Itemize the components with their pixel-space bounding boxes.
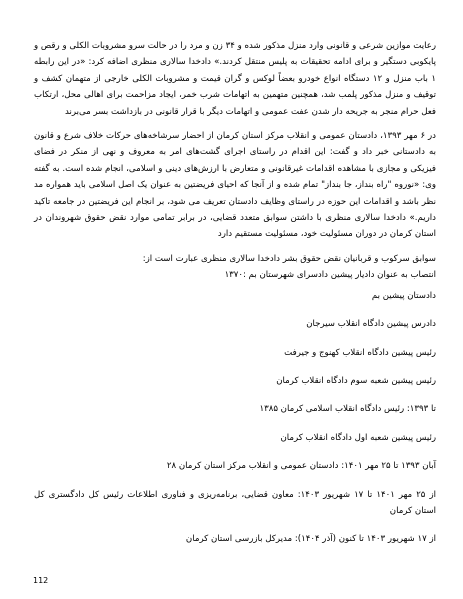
- career-intro-heading: سوابق سرکوب و قربانیان نقض حقوق بشر دادخدا سالاری منظری عبارت است از:: [142, 253, 436, 264]
- career-item: دادستان پیشین بم: [371, 290, 436, 301]
- career-item: رئیس پیشین شعبه سوم دادگاه انقلاب کرمان: [276, 375, 436, 386]
- paragraph-spacer: [34, 120, 436, 128]
- career-item: تا ۱۳۹۳: رئیس دادگاه انقلاب اسلامی کرمان ۱۳۸۵: [259, 404, 436, 415]
- career-item: رئیس پیشین شعبه اول دادگاه انقلاب کرمان: [280, 432, 436, 443]
- page-number: 112: [33, 576, 49, 585]
- paragraph-spacer: [34, 243, 436, 251]
- career-list: [34, 288, 436, 548]
- document-body: [34, 38, 436, 560]
- career-item: آبان ۱۳۹۳ تا ۲۵ مهر ۱۴۰۱: دادستان عمومی و انقلاب مرکز استان کرمان ۲۸: [166, 461, 436, 472]
- paragraph-arrest-report: رعایت موازین شرعی و قانونی وارد منزل مذکور شده و ۳۴ زن و مرد را در حالت سرو مشروبات الکلی و رقص و پایکوبی دستگیر و برای ادامه تحقیقات به پلیس منتقل کردند.» دادخدا سالاری منظری اضافه کرد: «در این رابطه ۱ باب منزل و ۱۲ دستگاه انواع خودرو بعضاً لوکس و گران قیمت و مشروبات الکلی خارجی از متهمان کشف و توقیف و منزل مذکور پلمب شد، همچنین متهمین به اتهامات شرب خمر، ایجاد مزاحمت برای اهالی محل، ارتکاب فعل حرام منجر به جریحه دار شدن عفت عمومی و اتهامات دیگر با قرار قانونی در بازداشت بسر می‌برند: [34, 41, 437, 117]
- career-item: از ۲۵ مهر ۱۴۰۱ تا ۱۷ شهریور ۱۴۰۳: معاون قضایی، برنامه‌ریزی و فناوری اطلاعات رئیس کل دادگستری کل استان کرمان: [34, 489, 436, 516]
- career-item: از ۱۷ شهریور ۱۴۰۳ تا کنون (آذر ۱۴۰۴): مدیرکل بازرسی استان کرمان: [185, 534, 436, 545]
- paragraph-prosecutor-statement: در ۶ مهر ۱۳۹۳، دادستان عمومی و انقلاب مرکز استان کرمان از احضار سرشاخه‌های حرکات خلاف شرع و قانون به دادستانی خبر داد و گفت: این اقدام در راستای اجرای گشت‌های امر به معروف و نهی از منکر در فضای فیزیکی و مجازی با مشاهده اقدامات غیرقانونی و متعارض با ارزش‌های دینی و اسلامی، انجام شده است. به گفته وی: «نوروه "راه بنداز، جا بنداز" تمام شده و از آنجا که احیای فریضتین به عنوان یک اصل اسلامی باید همواره مد نظر باشد و اقدامات این حوزه در راستای وظایف دادستان تعریف می شود، بر انجام این فریضتین در جامعه تاکید داریم.» دادخدا سالاری منظری با داشتن سوابق متعدد قضایی، در برابر تمامی موارد نقض حقوق شهروندان در استان کرمان در دوران مسئولیت خود، مسئولیت مستقیم دارد: [34, 131, 436, 240]
- career-intro-appointment: انتصاب به عنوان دادیار پیشین دادسرای شهرستان بم :۱۳۷۰: [224, 270, 436, 281]
- career-item: دادرس پیشین دادگاه انقلاب سیرجان: [306, 319, 436, 330]
- career-item: رئیس پیشین دادگاه انقلاب کهنوج و جیرفت: [284, 347, 436, 358]
